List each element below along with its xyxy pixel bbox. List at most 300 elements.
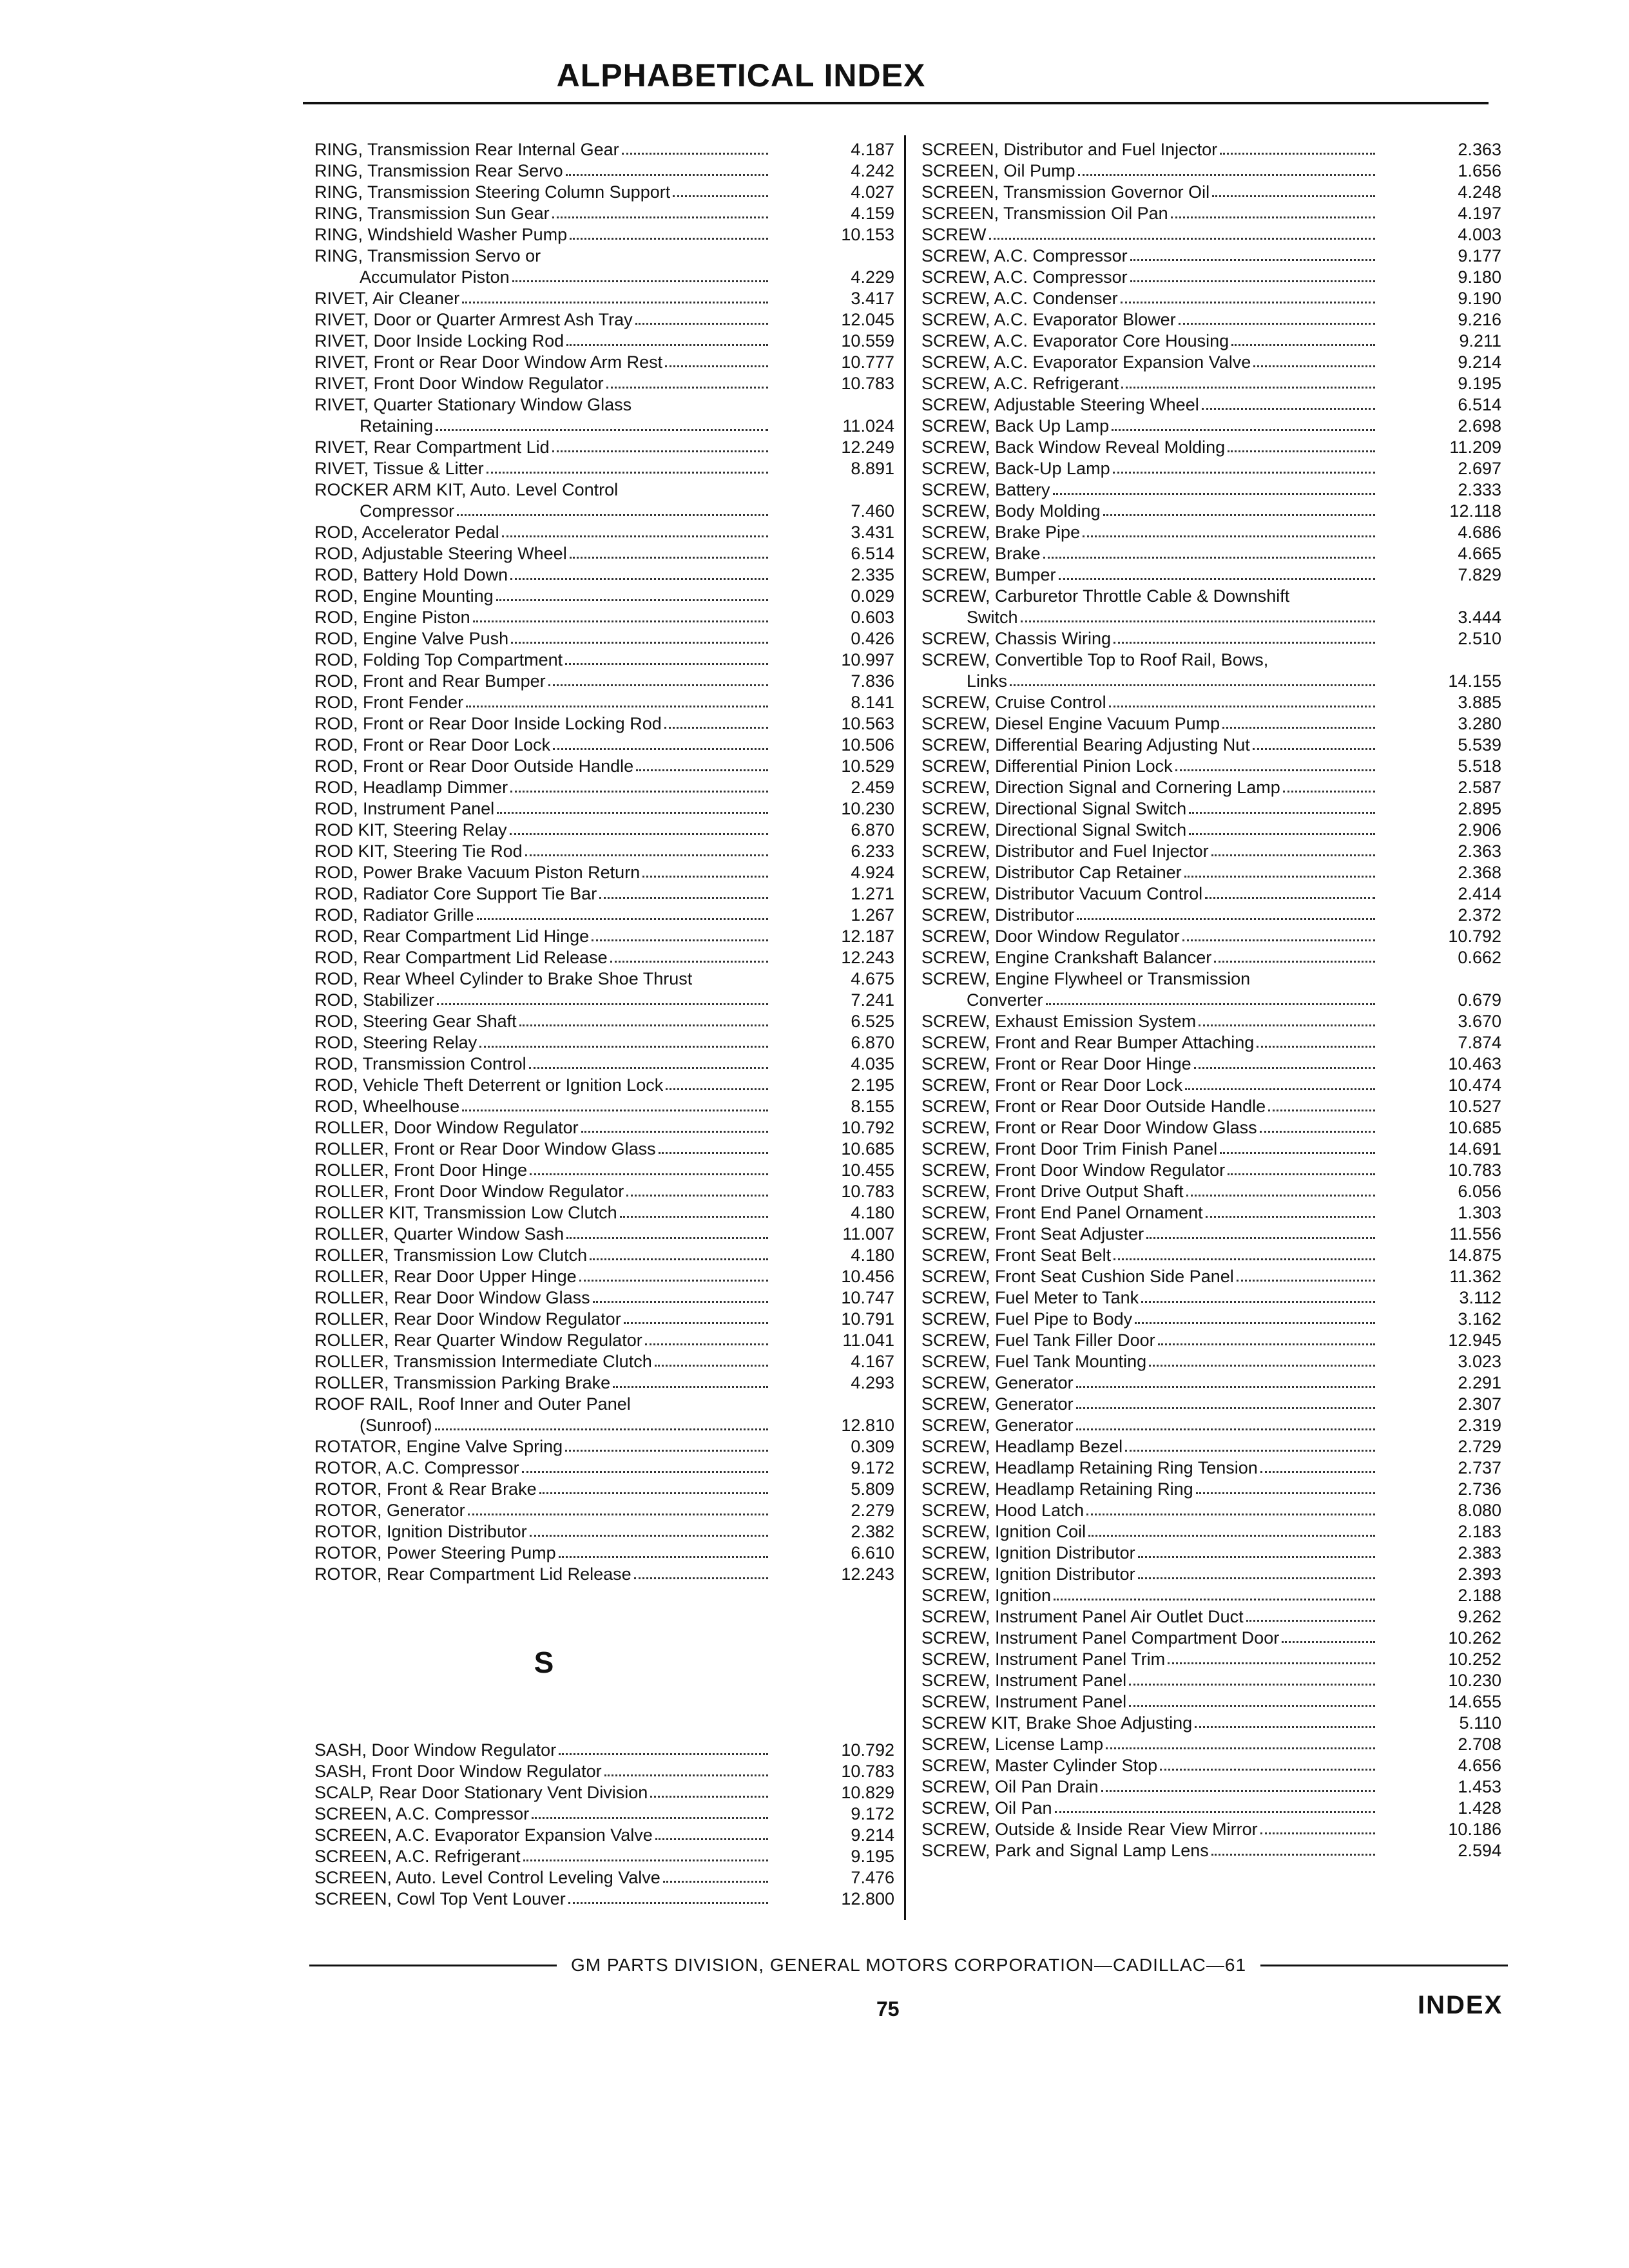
dot-leader — [673, 195, 768, 197]
dot-leader — [1202, 408, 1375, 410]
entry-label-area — [314, 1287, 772, 1309]
dot-leader — [566, 344, 768, 346]
entry-label-area — [314, 1266, 772, 1287]
dot-leader — [665, 365, 768, 367]
index-entry — [314, 267, 894, 288]
entry-reference: 7.241 — [851, 990, 894, 1010]
entry-name: SCREW, Back Up Lamp — [921, 416, 1110, 436]
entry-name: SCREW, A.C. Evaporator Core Housing — [921, 331, 1229, 351]
entry-label-area — [921, 1117, 1379, 1139]
dot-leader — [593, 1301, 768, 1303]
dot-leader — [1059, 578, 1375, 580]
entry-reference: 10.529 — [841, 756, 894, 776]
dot-leader — [663, 1881, 768, 1883]
index-entry — [314, 1351, 894, 1372]
index-entry — [314, 947, 894, 968]
entry-name: Retaining — [360, 416, 434, 436]
right-column — [921, 139, 1501, 1861]
index-entry — [314, 139, 894, 160]
entry-name: RIVET, Rear Compartment Lid — [314, 437, 550, 457]
dot-leader — [1130, 280, 1375, 282]
index-list-screw — [921, 139, 1501, 1861]
entry-reference: 10.783 — [841, 1762, 894, 1781]
index-entry — [921, 798, 1501, 820]
entry-name: RIVET, Tissue & Litter — [314, 459, 484, 478]
entry-reference: 10.777 — [841, 352, 894, 372]
entry-name: SCREW KIT, Brake Shoe Adjusting — [921, 1713, 1193, 1733]
entry-label-area — [314, 224, 772, 245]
entry-reference: 0.426 — [851, 629, 894, 648]
dot-leader — [1220, 153, 1375, 155]
index-entry — [921, 1096, 1501, 1117]
index-entry — [921, 224, 1501, 245]
index-list-s — [314, 1740, 894, 1910]
dot-leader — [1046, 1003, 1375, 1005]
entry-name: SCREW, A.C. Evaporator Blower — [921, 310, 1176, 329]
index-entry — [921, 968, 1501, 990]
entry-reference: 12.243 — [841, 1564, 894, 1584]
entry-reference: 9.195 — [851, 1847, 894, 1866]
entry-label-area — [314, 1888, 772, 1910]
entry-label-area — [921, 224, 1379, 245]
entry-name: ROLLER, Transmission Intermediate Clutch — [314, 1352, 652, 1371]
index-entry — [314, 1245, 894, 1266]
entry-name: SCREW, Headlamp Retaining Ring Tension — [921, 1458, 1258, 1477]
entry-label-area — [314, 1053, 772, 1075]
index-entry — [921, 1521, 1501, 1542]
dot-leader — [1253, 365, 1375, 367]
entry-reference: 2.383 — [1458, 1543, 1501, 1562]
entry-reference: 10.783 — [1448, 1160, 1501, 1180]
entry-reference: 10.792 — [841, 1118, 894, 1137]
index-entry — [314, 1564, 894, 1585]
entry-label-area — [921, 1436, 1379, 1457]
entry-label-area — [921, 1755, 1379, 1776]
entry-reference: 12.045 — [841, 310, 894, 329]
entry-label-area — [314, 267, 772, 288]
entry-name: SCREW, License Lamp — [921, 1735, 1104, 1754]
index-entry — [314, 820, 894, 841]
entry-name: SCREEN, A.C. Compressor — [314, 1804, 530, 1823]
index-entry — [314, 1117, 894, 1139]
dot-leader — [581, 1131, 768, 1133]
index-entry — [921, 437, 1501, 458]
index-entry — [921, 756, 1501, 777]
index-entry — [314, 1415, 894, 1436]
index-entry — [314, 1436, 894, 1457]
dot-leader — [1129, 1705, 1375, 1707]
index-entry — [314, 522, 894, 543]
footer-rule-right — [1260, 1965, 1508, 1966]
dot-leader — [1260, 1471, 1375, 1473]
index-entry — [921, 352, 1501, 373]
index-entry — [921, 458, 1501, 479]
entry-reference: 3.162 — [1458, 1309, 1501, 1329]
entry-name: RIVET, Quarter Stationary Window Glass — [314, 395, 632, 414]
entry-label-area — [921, 543, 1379, 564]
dot-leader — [1175, 769, 1375, 771]
index-entry — [314, 1740, 894, 1761]
entry-name: SCREW, Carburetor Throttle Cable & Downshift — [921, 586, 1290, 606]
entry-reference: 3.444 — [1458, 608, 1501, 627]
dot-leader — [1228, 450, 1375, 452]
entry-name: SCREW, Direction Signal and Cornering Lamp — [921, 778, 1280, 797]
entry-label-area — [314, 1309, 772, 1330]
entry-name: SCREW, Hood Latch — [921, 1501, 1084, 1520]
entry-reference: 11.362 — [1449, 1267, 1501, 1286]
index-entry — [921, 1585, 1501, 1606]
entry-label-area — [314, 735, 772, 756]
dot-leader — [570, 238, 768, 240]
footer-rule-left — [309, 1965, 557, 1966]
index-entry — [921, 713, 1501, 735]
index-entry — [314, 479, 894, 501]
index-entry — [921, 1649, 1501, 1670]
dot-leader — [510, 578, 768, 580]
index-entry — [921, 777, 1501, 798]
entry-label-area — [921, 756, 1379, 777]
entry-label-area — [921, 1139, 1379, 1160]
index-entry — [314, 182, 894, 203]
dot-leader — [1021, 620, 1375, 622]
index-entry — [314, 458, 894, 479]
dot-leader — [1260, 1832, 1375, 1834]
entry-label-area — [921, 947, 1379, 968]
dot-leader — [496, 599, 768, 601]
entry-label-area — [314, 1160, 772, 1181]
dot-leader — [1222, 727, 1375, 729]
dot-leader — [539, 1492, 768, 1494]
entry-reference: 12.800 — [841, 1889, 894, 1908]
entry-reference: 10.783 — [841, 374, 894, 393]
entry-label-area — [314, 968, 772, 990]
entry-label-area — [921, 1266, 1379, 1287]
entry-label-area — [314, 692, 772, 713]
entry-label-area — [314, 501, 772, 522]
entry-reference: 2.510 — [1458, 629, 1501, 648]
entry-reference: 10.230 — [841, 799, 894, 818]
entry-label-area — [314, 862, 772, 883]
dot-leader — [1043, 557, 1375, 559]
entry-name: RING, Transmission Rear Servo — [314, 161, 563, 180]
entry-label-area — [921, 394, 1379, 416]
entry-reference: 10.186 — [1448, 1820, 1501, 1839]
index-entry — [921, 841, 1501, 862]
entry-reference: 14.691 — [1448, 1139, 1501, 1158]
index-entry — [314, 1053, 894, 1075]
dot-leader — [664, 727, 768, 729]
dot-leader — [1237, 1280, 1375, 1282]
entry-name: ROTOR, Front & Rear Brake — [314, 1479, 537, 1499]
entry-label-area — [921, 607, 1379, 628]
index-entry — [921, 1181, 1501, 1202]
dot-leader — [1138, 1577, 1375, 1579]
dot-leader — [626, 1195, 768, 1196]
dot-leader — [613, 1386, 768, 1388]
entry-label-area — [314, 1761, 772, 1782]
entry-name: ROCKER ARM KIT, Auto. Level Control — [314, 480, 619, 499]
index-entry — [314, 1521, 894, 1542]
index-entry — [921, 1713, 1501, 1734]
entry-label-area — [921, 1053, 1379, 1075]
entry-reference: 3.023 — [1458, 1352, 1501, 1371]
entry-reference: 11.007 — [842, 1224, 894, 1244]
entry-name: SCREEN, Oil Pump — [921, 161, 1075, 180]
entry-name: SCALP, Rear Door Stationary Vent Division — [314, 1783, 648, 1802]
index-entry — [314, 1803, 894, 1825]
index-entry — [314, 1309, 894, 1330]
entry-name: ROD, Steering Gear Shaft — [314, 1012, 517, 1031]
entry-label-area — [314, 203, 772, 224]
dot-leader — [650, 1796, 768, 1798]
dot-leader — [552, 216, 768, 218]
entry-name: SCREW, Generator — [921, 1416, 1074, 1435]
dot-leader — [457, 514, 768, 516]
index-entry — [314, 628, 894, 649]
index-entry — [921, 373, 1501, 394]
entry-name: SCREW, Outside & Inside Rear View Mirror — [921, 1820, 1258, 1839]
entry-name: ROD, Transmission Control — [314, 1054, 526, 1073]
dot-leader — [525, 854, 768, 856]
entry-reference: 1.453 — [1458, 1777, 1501, 1796]
entry-name: ROD, Rear Wheel Cylinder to Brake Shoe Thrust — [314, 969, 693, 988]
entry-label-area — [314, 182, 772, 203]
index-entry — [921, 735, 1501, 756]
index-entry — [314, 926, 894, 947]
index-entry — [314, 1160, 894, 1181]
entry-reference: 2.195 — [851, 1075, 894, 1095]
entry-label-area — [314, 628, 772, 649]
entry-label-area — [314, 1825, 772, 1846]
entry-label-area — [921, 1032, 1379, 1053]
index-entry — [921, 1457, 1501, 1479]
entry-label-area — [314, 1330, 772, 1351]
entry-reference: 5.518 — [1458, 756, 1501, 776]
entry-label-area — [921, 564, 1379, 586]
entry-label-area — [314, 309, 772, 331]
index-entry — [314, 1825, 894, 1846]
dot-leader — [645, 1343, 768, 1345]
entry-name: SCREW, A.C. Refrigerant — [921, 374, 1119, 393]
entry-label-area — [314, 1846, 772, 1867]
entry-reference: 2.459 — [851, 778, 894, 797]
entry-reference: 5.110 — [1459, 1713, 1501, 1733]
entry-label-area — [921, 1564, 1379, 1585]
entry-name: SCREEN, A.C. Refrigerant — [314, 1847, 521, 1866]
index-entry — [314, 352, 894, 373]
dot-leader — [1212, 195, 1375, 197]
entry-reference: 0.662 — [1458, 948, 1501, 967]
index-entry — [314, 1287, 894, 1309]
index-entry — [921, 1776, 1501, 1798]
entry-name: ROLLER KIT, Transmission Low Clutch — [314, 1203, 617, 1222]
index-entry — [314, 1011, 894, 1032]
entry-reference: 2.729 — [1458, 1437, 1501, 1456]
entry-label-area — [921, 1819, 1379, 1840]
dot-leader — [437, 1003, 768, 1005]
dot-leader — [1109, 706, 1375, 707]
entry-reference: 9.214 — [851, 1825, 894, 1845]
entry-reference: 10.527 — [1448, 1097, 1501, 1116]
entry-reference: 2.372 — [1458, 905, 1501, 925]
dot-leader — [1086, 1514, 1375, 1515]
entry-name: RIVET, Door Inside Locking Rod — [314, 331, 564, 351]
dot-leader — [579, 1280, 768, 1282]
entry-label-area — [921, 1691, 1379, 1713]
entry-label-area — [921, 1649, 1379, 1670]
dot-leader — [559, 1753, 768, 1755]
entry-name: SCREW, Ignition Coil — [921, 1522, 1086, 1541]
entry-reference: 10.747 — [841, 1288, 894, 1307]
dot-leader — [479, 1046, 768, 1048]
dot-leader — [634, 1577, 768, 1579]
dot-leader — [566, 174, 768, 176]
entry-label-area — [921, 1309, 1379, 1330]
index-entry — [921, 1628, 1501, 1649]
entry-reference: 10.456 — [841, 1267, 894, 1286]
entry-name: ROTOR, Rear Compartment Lid Release — [314, 1564, 631, 1584]
dot-leader — [1054, 1599, 1375, 1600]
entry-label-area — [314, 1096, 772, 1117]
entry-reference: 9.190 — [1458, 289, 1501, 308]
entry-name: SCREW, Fuel Pipe to Body — [921, 1309, 1133, 1329]
entry-name: RING, Windshield Washer Pump — [314, 225, 568, 244]
entry-label-area — [921, 1394, 1379, 1415]
entry-label-area — [921, 331, 1379, 352]
entry-label-area — [921, 1670, 1379, 1691]
entry-label-area — [921, 926, 1379, 947]
index-entry — [921, 139, 1501, 160]
entry-label-area — [921, 160, 1379, 182]
dot-leader — [1214, 961, 1375, 963]
index-entry — [921, 1160, 1501, 1181]
entry-label-area — [921, 1415, 1379, 1436]
entry-reference: 4.665 — [1458, 544, 1501, 563]
entry-name: ROD, Radiator Grille — [314, 905, 474, 925]
entry-reference: 4.027 — [851, 182, 894, 202]
dot-leader — [565, 663, 768, 665]
entry-name: ROD, Accelerator Pedal — [314, 523, 499, 542]
entry-name: SCREW, Back-Up Lamp — [921, 459, 1110, 478]
dot-leader — [1182, 939, 1375, 941]
entry-name: Compressor — [360, 501, 455, 521]
index-entry — [314, 713, 894, 735]
entry-name: SCREW, Bumper — [921, 565, 1056, 584]
entry-label-area — [921, 798, 1379, 820]
entry-label-area — [314, 394, 772, 416]
entry-label-area — [314, 820, 772, 841]
entry-name: SCREW, Chassis Wiring — [921, 629, 1112, 648]
entry-reference: 6.870 — [851, 820, 894, 840]
index-entry — [314, 990, 894, 1011]
index-entry — [921, 1117, 1501, 1139]
entry-reference: 8.891 — [851, 459, 894, 478]
entry-reference: 0.679 — [1458, 990, 1501, 1010]
entry-reference: 4.293 — [851, 1373, 894, 1392]
entry-name: SCREW, Park and Signal Lamp Lens — [921, 1841, 1209, 1860]
entry-name: ROD, Front or Rear Door Outside Handle — [314, 756, 634, 776]
footer-text: GM PARTS DIVISION, GENERAL MOTORS CORPORATION—CADILLAC—61 — [570, 1955, 1247, 1975]
entry-name: ROLLER, Rear Door Upper Hinge — [314, 1267, 577, 1286]
entry-name: SCREW, Brake Pipe — [921, 523, 1081, 542]
entry-name: SCREW, Front Seat Belt — [921, 1245, 1112, 1265]
entry-reference: 4.003 — [1458, 225, 1501, 244]
index-entry — [921, 1224, 1501, 1245]
entry-label-area — [921, 628, 1379, 649]
entry-name: SCREW, Fuel Tank Mounting — [921, 1352, 1147, 1371]
entry-reference: 4.180 — [851, 1203, 894, 1222]
index-entry — [921, 990, 1501, 1011]
entry-reference: 6.056 — [1458, 1182, 1501, 1201]
entry-reference: 2.708 — [1458, 1735, 1501, 1754]
entry-label-area — [314, 1479, 772, 1500]
entry-label-area — [921, 1585, 1379, 1606]
entry-reference: 10.506 — [841, 735, 894, 754]
index-entry — [314, 1479, 894, 1500]
index-entry — [921, 1011, 1501, 1032]
dot-leader — [1076, 1386, 1375, 1388]
index-entry — [921, 1075, 1501, 1096]
entry-reference: 3.670 — [1458, 1012, 1501, 1031]
dot-leader — [599, 897, 768, 899]
entry-reference: 7.460 — [851, 501, 894, 521]
entry-name: SCREW, Fuel Tank Filler Door — [921, 1331, 1155, 1350]
entry-name: SCREW — [921, 225, 987, 244]
entry-label-area — [921, 458, 1379, 479]
entry-reference: 2.319 — [1458, 1416, 1501, 1435]
index-entry — [314, 1888, 894, 1910]
entry-reference: 7.874 — [1458, 1033, 1501, 1052]
index-entry — [314, 373, 894, 394]
entry-reference: 2.895 — [1458, 799, 1501, 818]
entry-name: RING, Transmission Steering Column Support — [314, 182, 671, 202]
entry-label-area — [921, 352, 1379, 373]
index-entry — [921, 1309, 1501, 1330]
dot-leader — [642, 876, 768, 878]
entry-name: SCREW, Distributor — [921, 905, 1075, 925]
entry-name: SCREW, Instrument Panel — [921, 1671, 1127, 1690]
entry-reference: 1.303 — [1458, 1203, 1501, 1222]
entry-name: SCREW, Convertible Top to Roof Rail, Bows, — [921, 650, 1269, 669]
index-entry — [921, 288, 1501, 309]
entry-label-area — [314, 1351, 772, 1372]
entry-name: SCREW, Differential Bearing Adjusting Nut — [921, 735, 1250, 754]
entry-reference: 10.792 — [841, 1740, 894, 1760]
entry-label-area — [921, 373, 1379, 394]
entry-reference: 1.271 — [851, 884, 894, 903]
entry-name: ROOF RAIL, Roof Inner and Outer Panel — [314, 1394, 631, 1414]
entry-reference: 2.736 — [1458, 1479, 1501, 1499]
entry-label-area — [314, 1202, 772, 1224]
entry-reference: 10.230 — [1448, 1671, 1501, 1690]
entry-reference: 12.810 — [841, 1416, 894, 1435]
title-rule — [303, 102, 1489, 104]
entry-label-area — [314, 1782, 772, 1803]
entry-reference: 2.368 — [1458, 863, 1501, 882]
dot-leader — [606, 387, 768, 389]
index-entry — [314, 1542, 894, 1564]
entry-label-area — [314, 905, 772, 926]
entry-label-area — [921, 501, 1379, 522]
entry-label-area — [921, 1181, 1379, 1202]
entry-label-area — [314, 1117, 772, 1139]
dot-leader — [1088, 1535, 1375, 1537]
index-entry — [921, 671, 1501, 692]
entry-reference: 3.431 — [851, 523, 894, 542]
entry-name: SCREW, A.C. Compressor — [921, 267, 1128, 287]
entry-label-area — [921, 1351, 1379, 1372]
entry-name: SCREW, Distributor and Fuel Injector — [921, 841, 1209, 861]
